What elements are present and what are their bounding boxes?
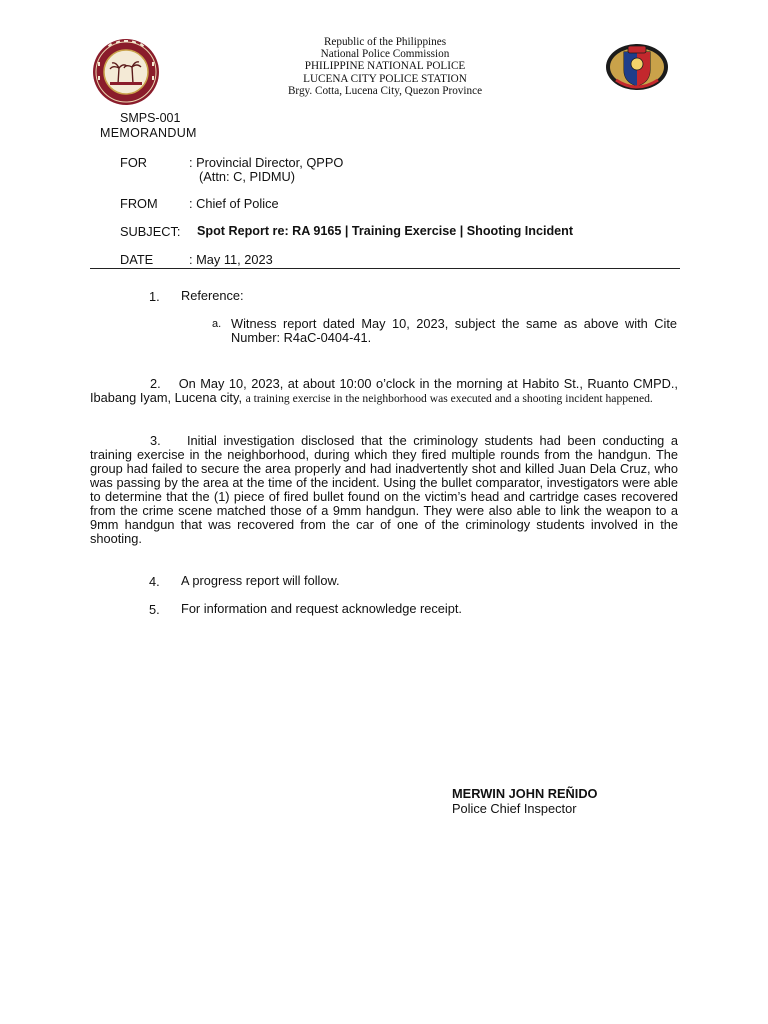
- p1a-text: Witness report dated May 10, 2023, subject the same as above with Cite Number: R4aC-0404-41.: [231, 316, 677, 345]
- subject-value: Spot Report re: RA 9165 | Training Exercise | Shooting Incident: [197, 224, 574, 238]
- for-label: FOR: [120, 155, 148, 170]
- p5-number: 5.: [149, 602, 160, 617]
- p2-text-part2: a training exercise in the neighborhood was executed and a shooting incident happened.: [245, 392, 653, 405]
- signatory-title: Police Chief Inspector: [452, 801, 577, 816]
- subject-label: SUBJECT:: [120, 224, 181, 239]
- pnp-badge-logo: [604, 40, 670, 92]
- memo-title: MEMORANDUM: [100, 126, 197, 140]
- p1a-letter: a.: [212, 318, 222, 330]
- p1-text: Reference:: [181, 288, 244, 303]
- letterhead-station: LUCENA CITY POLICE STATION: [303, 72, 467, 85]
- p3-number: 3.: [150, 433, 161, 448]
- p2-text-part1: On May 10, 2023, at about 10:00 o’clock in the morning at Habito St., Ruanto CMPD., Ibabang Iyam, Lucena city,: [90, 376, 678, 405]
- p2-number: 2.: [150, 376, 161, 391]
- from-label: FROM: [120, 196, 158, 211]
- p5-text: For information and request acknowledge receipt.: [181, 601, 462, 616]
- letterhead-address: Brgy. Cotta, Lucena City, Quezon Province: [287, 84, 483, 97]
- p3-text: Initial investigation disclosed that the criminology students had been conducting a training exercise in the neighborhood, during which they fired multiple rounds from the handgun. The group had failed to secure the area properly and had inadvertently shot and killed Juan Dela Cruz, who was passing by the area at the time of the incident. Using the bullet comparator, investigators were able to determine that the (1) piece of fired bullet found on the victim’s head and cartridge cases recovered from the crime scene matched those of a 9mm handgun. They were also able to link the weapon to a 9mm handgun that was recovered from the car of one of the criminology students involved in the shooting.: [90, 433, 678, 546]
- from-value: : Chief of Police: [189, 196, 279, 211]
- p2-paragraph: [90, 377, 678, 406]
- for-attn: (Attn: C, PIDMU): [199, 169, 295, 184]
- p4-text: A progress report will follow.: [181, 573, 340, 588]
- letterhead-republic: Republic of the Philippines: [323, 36, 447, 48]
- letterhead-napolcom: National Police Commission: [320, 48, 450, 61]
- date-label: DATE: [120, 252, 154, 267]
- date-value: : May 11, 2023: [189, 252, 273, 267]
- p3-paragraph: [90, 434, 678, 546]
- lucena-city-seal-logo: [92, 38, 160, 106]
- signatory-name: MERWIN JOHN REÑIDO: [452, 786, 598, 801]
- for-value: : Provincial Director, QPPO: [189, 155, 344, 170]
- p4-number: 4.: [149, 574, 160, 589]
- header-divider: [90, 268, 680, 269]
- letterhead: [200, 36, 570, 97]
- letterhead-pnp: PHILIPPINE NATIONAL POLICE: [304, 60, 466, 73]
- memo-number: SMPS-001: [120, 111, 181, 125]
- p1-number: 1.: [149, 289, 160, 304]
